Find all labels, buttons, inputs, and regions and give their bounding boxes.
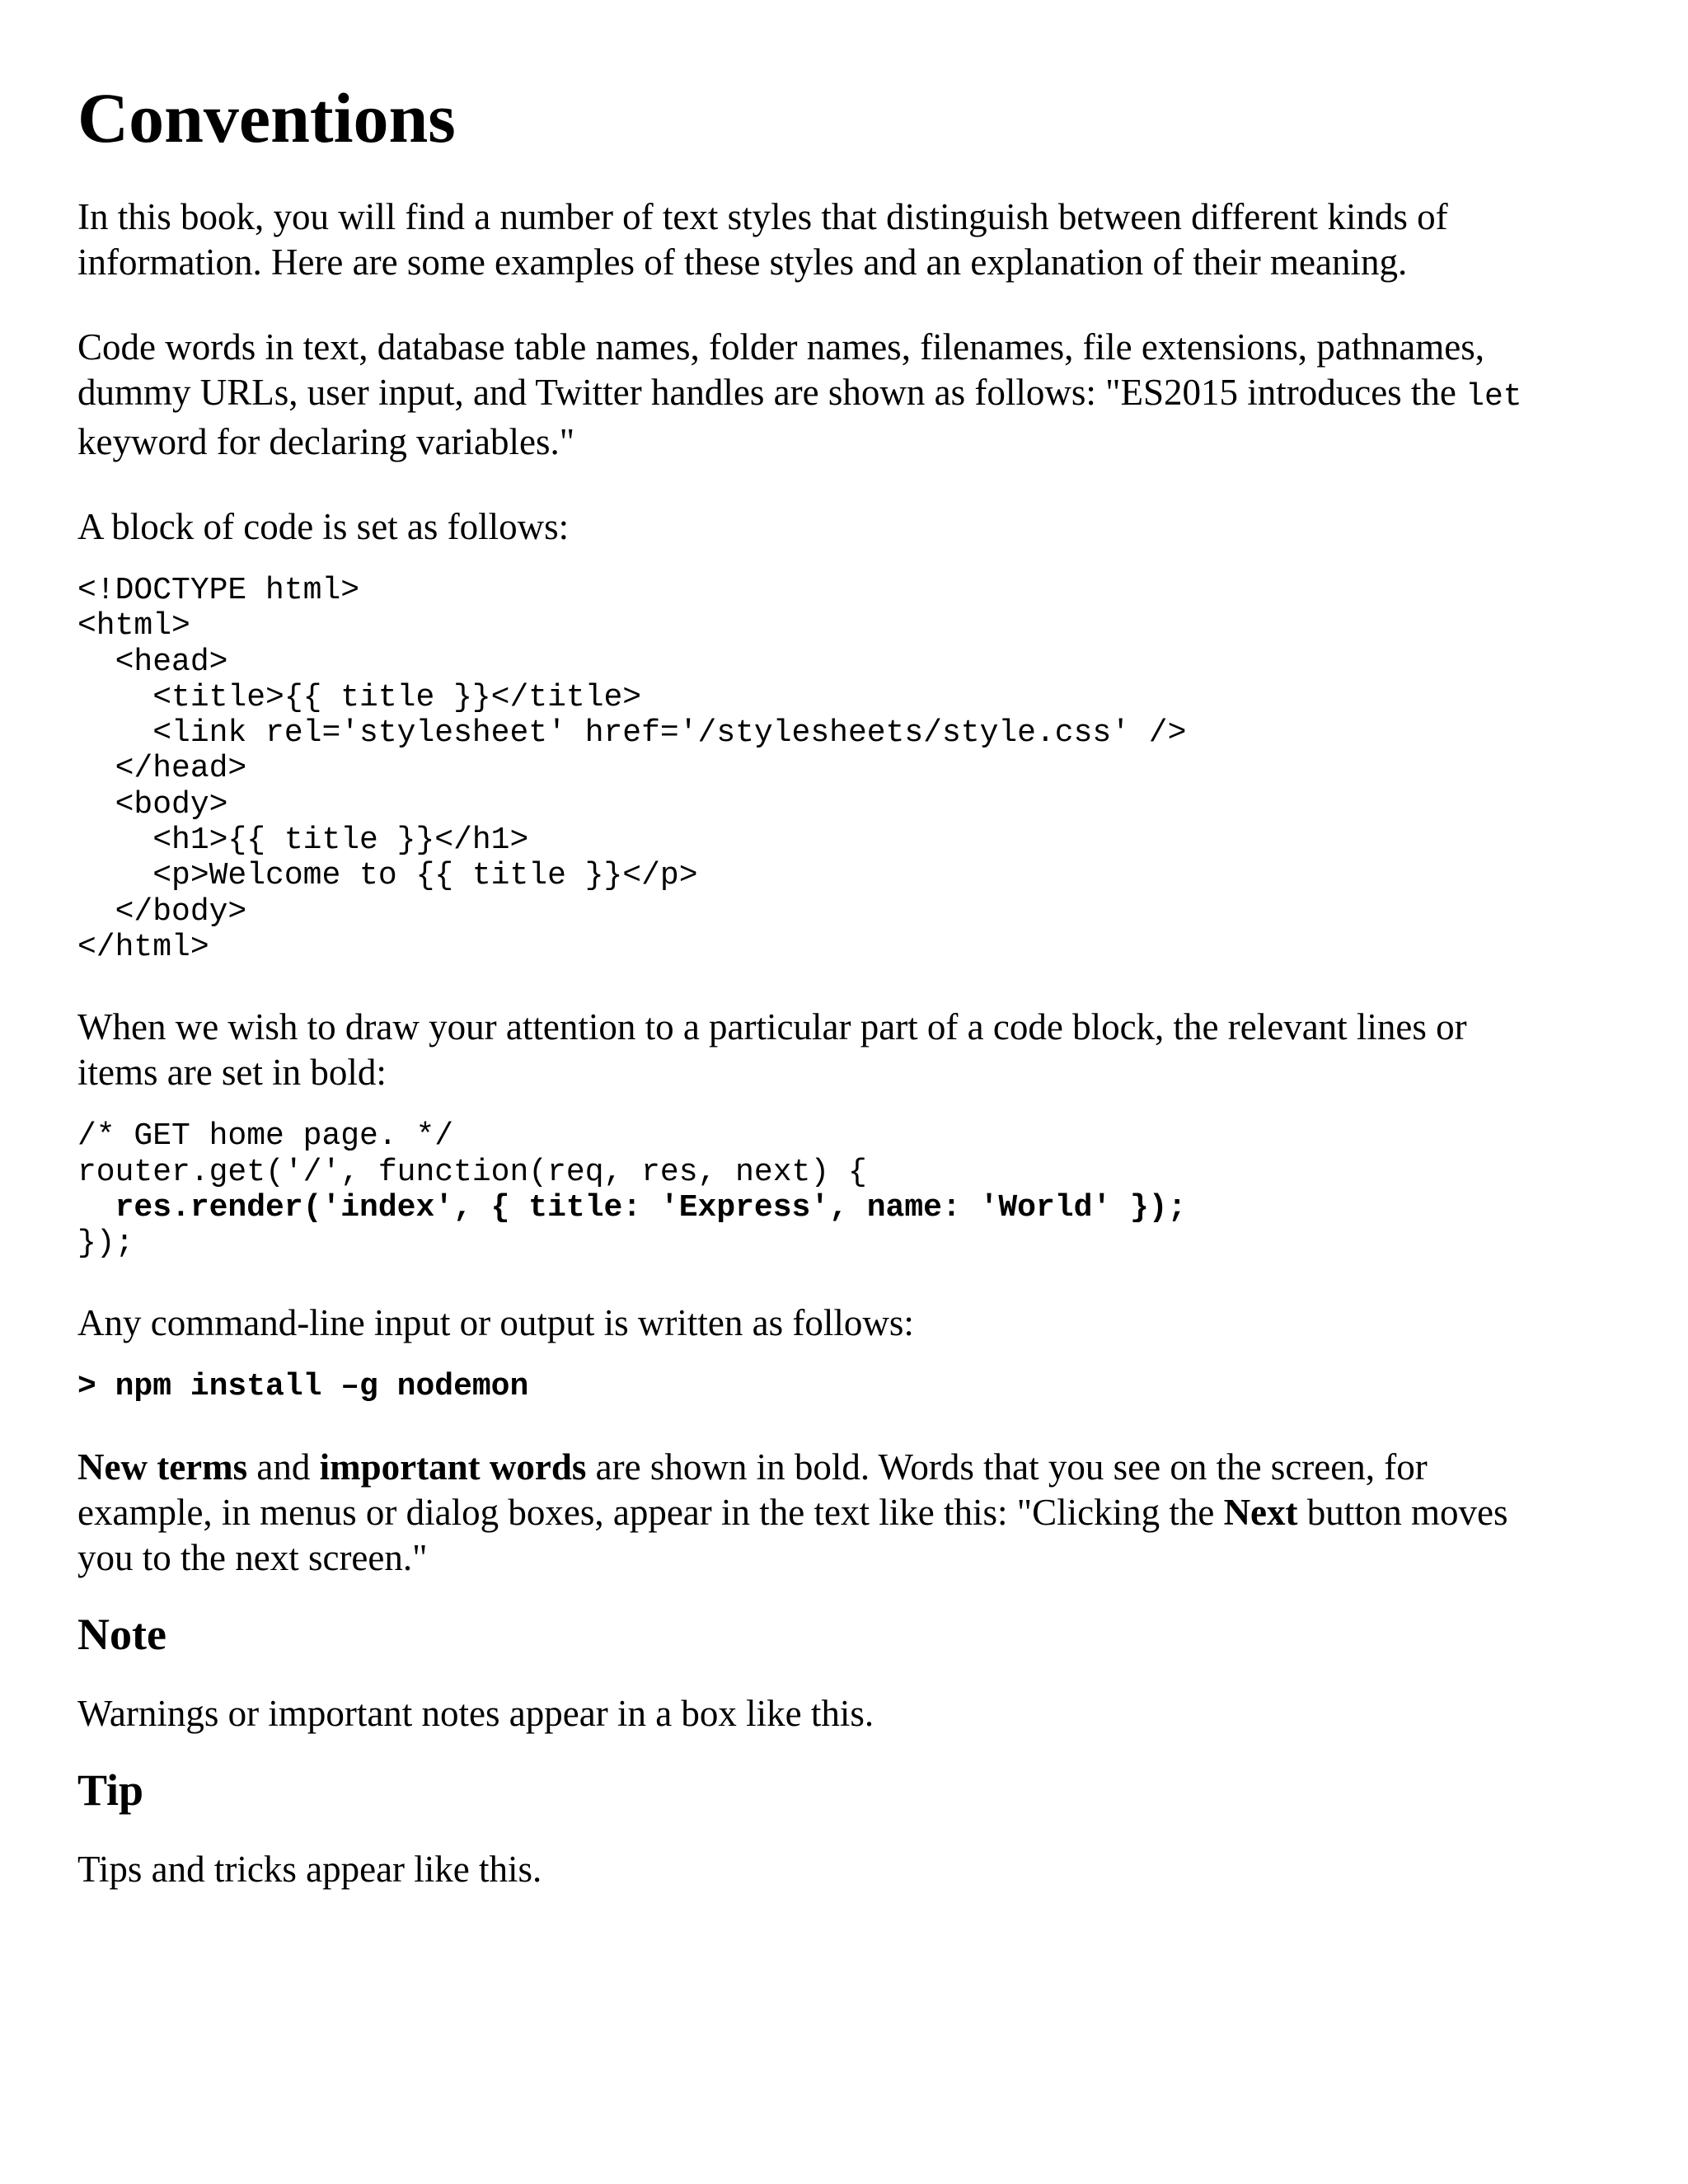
code-line: <p>Welcome to {{ title }}</p> [77, 858, 698, 894]
code-words-text-a: Code words in text, database table names, folder names, filenames, file extensions, pathnames, dummy URLs, user input, and Twitter handles are shown as follows: "ES2015 introduces the [77, 326, 1484, 413]
page-content [77, 73, 1627, 1932]
code-line: <body> [77, 786, 228, 823]
new-terms-bold: New terms [77, 1446, 248, 1488]
terms-mid-text: are shown in bold. Words that you see on the screen, for example, in menus or dialog boxes, appear in the text like this: "Clicking the [77, 1446, 1428, 1533]
code-line: <link rel='stylesheet' href='/stylesheets/style.css' /> [77, 715, 1187, 752]
terms-and-text: and [247, 1446, 320, 1488]
note-text: Warnings or important notes appear in a box like this. [77, 1692, 874, 1734]
code-line: }); [77, 1226, 134, 1262]
next-bold: Next [1223, 1491, 1298, 1533]
code-line: router.get('/', function(req, res, next) { [77, 1154, 867, 1190]
command-line-block [77, 1369, 1627, 1404]
code-line: <head> [77, 644, 228, 680]
page-title: Conventions [77, 78, 456, 157]
code-line-highlighted: res.render('index', { title: 'Express', name: 'World' }); [77, 1189, 1187, 1226]
code-block-router [77, 1118, 1627, 1261]
inline-code: let [1465, 379, 1522, 415]
command-line: > npm install –g nodemon [77, 1369, 529, 1405]
code-block-html [77, 573, 1627, 965]
code-line: <title>{{ title }}</title> [77, 679, 642, 715]
code-line: <!DOCTYPE html> [77, 573, 360, 608]
code-line: <html> [77, 608, 190, 644]
tip-text: Tips and tricks appear like this. [77, 1848, 542, 1890]
terms-end-text: button moves you to the next screen." [77, 1491, 1508, 1578]
code-line: </head> [77, 751, 247, 787]
code-line: /* GET home page. */ [77, 1118, 454, 1155]
code-line: <h1>{{ title }}</h1> [77, 823, 529, 859]
code-words-paragraph [77, 325, 1627, 465]
intro-paragraph: In this book, you will find a number of text styles that distinguish between different kinds of information. Here are some examples of these styles and an explanation of their meaning. [77, 196, 1448, 283]
note-heading: Note [77, 1609, 166, 1659]
code-line: </body> [77, 893, 247, 930]
block-intro-paragraph: A block of code is set as follows: [77, 506, 570, 547]
terms-paragraph [77, 1445, 1627, 1581]
code-words-text-b: keyword for declaring variables." [77, 421, 575, 462]
cmd-intro-paragraph: Any command-line input or output is written as follows: [77, 1302, 914, 1344]
code-line: </html> [77, 929, 209, 965]
tip-heading: Tip [77, 1765, 144, 1815]
important-words-bold: important words [319, 1446, 587, 1488]
bold-intro-paragraph: When we wish to draw your attention to a particular part of a code block, the relevant lines or items are set in bold: [77, 1006, 1467, 1094]
